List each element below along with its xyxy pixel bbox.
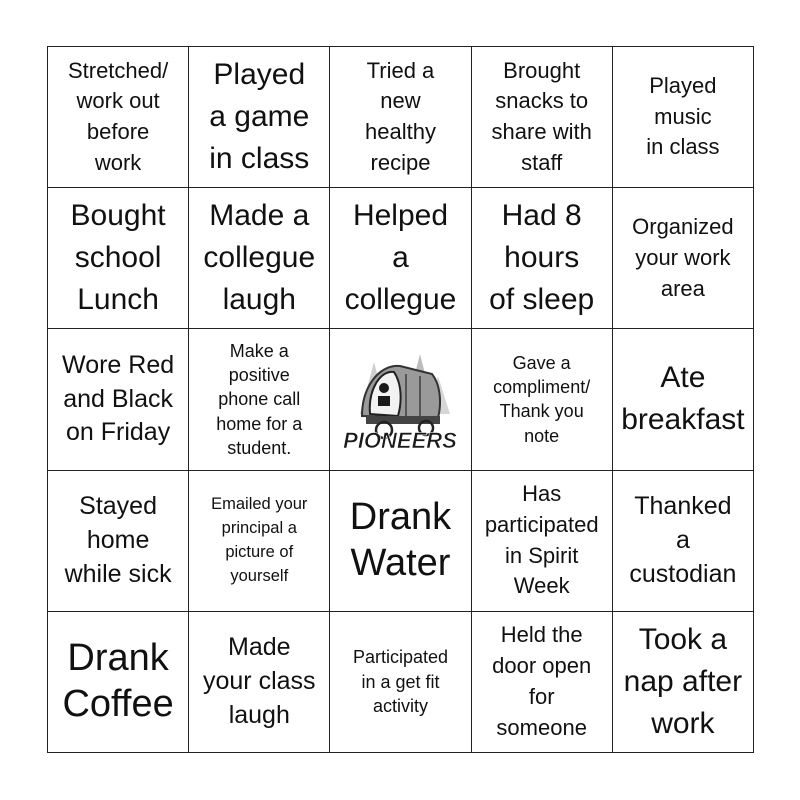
bingo-cell[interactable]	[188, 611, 330, 753]
bingo-cell[interactable]	[471, 46, 613, 188]
bingo-cell-label: Had 8 hours of sleep	[489, 199, 595, 317]
bingo-cell[interactable]	[47, 328, 189, 470]
bingo-cell-label: Stretched/ work out before work	[67, 57, 169, 175]
bingo-cell-label: Played a game in class	[209, 58, 310, 176]
bingo-cell-label: Participated in a get fit activity	[352, 647, 449, 717]
free-space-logo-cell[interactable]	[329, 328, 471, 470]
bingo-cell-label: Gave a compliment/ Thank you note	[493, 352, 591, 446]
bingo-cell-label: Has participated in Spirit Week	[484, 481, 599, 599]
bingo-cell[interactable]	[471, 611, 613, 753]
bingo-cell-label: Emailed your principal a picture of yourself	[211, 494, 308, 585]
bingo-cell[interactable]	[329, 46, 471, 188]
bingo-cell-label: Wore Red and Black on Friday	[62, 350, 175, 447]
bingo-cell-label: Organized your work area	[632, 214, 734, 301]
pioneers-logo	[340, 344, 460, 454]
bingo-cell[interactable]	[471, 470, 613, 612]
logo-text: PIONEERS	[343, 428, 458, 454]
bingo-cell[interactable]	[612, 470, 754, 612]
bingo-cell[interactable]	[188, 187, 330, 329]
bingo-cell[interactable]	[612, 611, 754, 753]
bingo-cell-label: Bought school Lunch	[70, 199, 166, 317]
bingo-cell-label: Played music in class	[646, 72, 720, 160]
bingo-cell[interactable]	[329, 611, 471, 753]
bingo-cell[interactable]	[329, 187, 471, 329]
bingo-cell-label: Make a positive phone call home for a student.	[216, 340, 303, 458]
bingo-cell[interactable]	[329, 470, 471, 612]
bingo-cell[interactable]	[47, 611, 189, 753]
bingo-cell-label: Ate breakfast	[621, 361, 745, 437]
bingo-cell-label: Thanked a custodian	[629, 492, 737, 588]
bingo-cell[interactable]	[47, 46, 189, 188]
bingo-cell[interactable]	[188, 470, 330, 612]
bingo-cell-label: Drank Water	[349, 496, 452, 584]
bingo-cell-label: Stayed home while sick	[64, 492, 172, 588]
bingo-cell-label: Held the door open for someone	[492, 622, 592, 740]
bingo-cell[interactable]	[471, 187, 613, 329]
bingo-cell-label: Tried a new healthy recipe	[365, 57, 436, 175]
bingo-cell[interactable]	[47, 470, 189, 612]
bingo-cell-label: Made your class laugh	[203, 633, 316, 729]
bingo-cell[interactable]	[188, 328, 330, 470]
bingo-cell-label: Helped a collegue	[344, 199, 457, 317]
bingo-cell[interactable]	[188, 46, 330, 188]
bingo-cell-label: Brought snacks to share with staff	[491, 57, 592, 175]
bingo-board	[47, 46, 753, 752]
bingo-cell[interactable]	[47, 187, 189, 329]
bingo-cell[interactable]	[612, 187, 754, 329]
bingo-cell[interactable]	[612, 328, 754, 470]
bingo-cell-label: Made a collegue laugh	[203, 199, 316, 317]
bingo-cell[interactable]	[612, 46, 754, 188]
bingo-cell-label: Drank Coffee	[62, 637, 174, 725]
bingo-cell[interactable]	[471, 328, 613, 470]
bingo-cell-label: Took a nap after work	[623, 622, 743, 740]
